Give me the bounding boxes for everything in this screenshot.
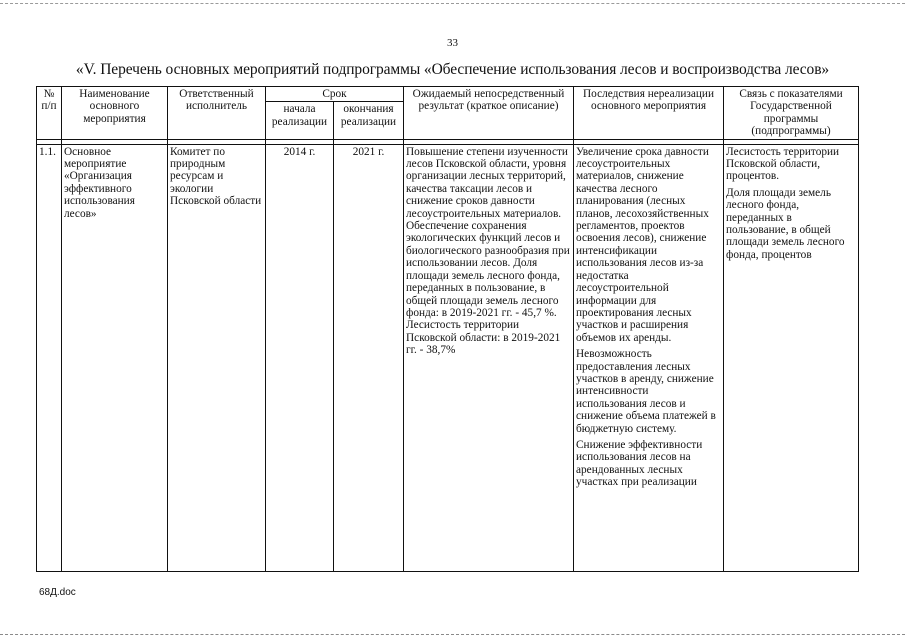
indicator-paragraph: Доля площади земель лесного фонда, переданных в пользование, в общей площади земель лесного фонда, процентов — [726, 186, 845, 261]
footer-filename: 68Д.doc — [39, 587, 76, 598]
cell-end: 2021 г. — [334, 144, 404, 571]
section-title: «V. Перечень основных мероприятий подпрограммы «Обеспечение использования лесов и воспроизводства лесов» — [75, 61, 830, 78]
header-num: № п/п — [37, 87, 62, 140]
header-expected: Ожидаемый непосредственный результат (краткое описание) — [404, 87, 574, 140]
header-consequences: Последствия нереализации основного мероприятия — [574, 87, 724, 140]
cell-consequences — [574, 144, 724, 571]
cell-executor: Комитет по природным ресурсам и экологии Псковской области — [168, 144, 266, 571]
scan-edge-top — [0, 3, 905, 4]
scan-edge-bottom — [0, 634, 905, 635]
measures-table — [36, 86, 859, 572]
cell-start: 2014 г. — [266, 144, 334, 571]
page-number: 33 — [447, 37, 458, 49]
consequence-paragraph: Увеличение срока давности лесоустроительных материалов, снижение качества лесного планирования (лесных планов, лесохозяйственных регламентов, проектов освоения лесов), снижение интенсификации использования лесов из-за недостатка лесоустроительной информации для проектирования лесных участков и расширения объемов их аренды. — [576, 145, 709, 344]
cell-expected: Повышение степени изученности лесов Псковской области, уровня организации лесных территорий, качества таксации лесов и снижение сроков давности лесоустроительных материалов. Обеспечение сохранения экологических функций лесов и биологического разнообразия при использовании лесов. Доля площади земель лесного фонда, переданных в пользование, в общей площади земель лесного фонда: в 2019-2021 гг. - 45,7 %. Лесистость территории Псковской области: в 2019-2021 гг. - 38,7% — [404, 144, 574, 571]
header-term-start: начала реализации — [266, 102, 334, 139]
table-row — [37, 144, 859, 571]
cell-name: Основное мероприятие «Организация эффективного использования лесов» — [62, 144, 168, 571]
header-term: Срок — [266, 87, 404, 102]
cell-num: 1.1. — [37, 144, 62, 571]
cell-link — [724, 144, 859, 571]
consequence-paragraph: Снижение эффективности использования лесов на арендованных лесных участках при реализации — [576, 438, 703, 489]
consequence-paragraph: Невозможность предоставления лесных участков в аренду, снижение интенсивности использования лесов и снижение объема платежей в бюджетную систему. — [576, 348, 716, 435]
header-executor: Ответственный исполнитель — [168, 87, 266, 140]
header-link: Связь с показателями Государственной программы (подпрограммы) — [724, 87, 859, 140]
indicator-paragraph: Лесистость территории Псковской области, процентов. — [726, 145, 840, 183]
header-term-end: окончания реализации — [334, 102, 404, 139]
header-name: Наименование основного мероприятия — [62, 87, 168, 140]
